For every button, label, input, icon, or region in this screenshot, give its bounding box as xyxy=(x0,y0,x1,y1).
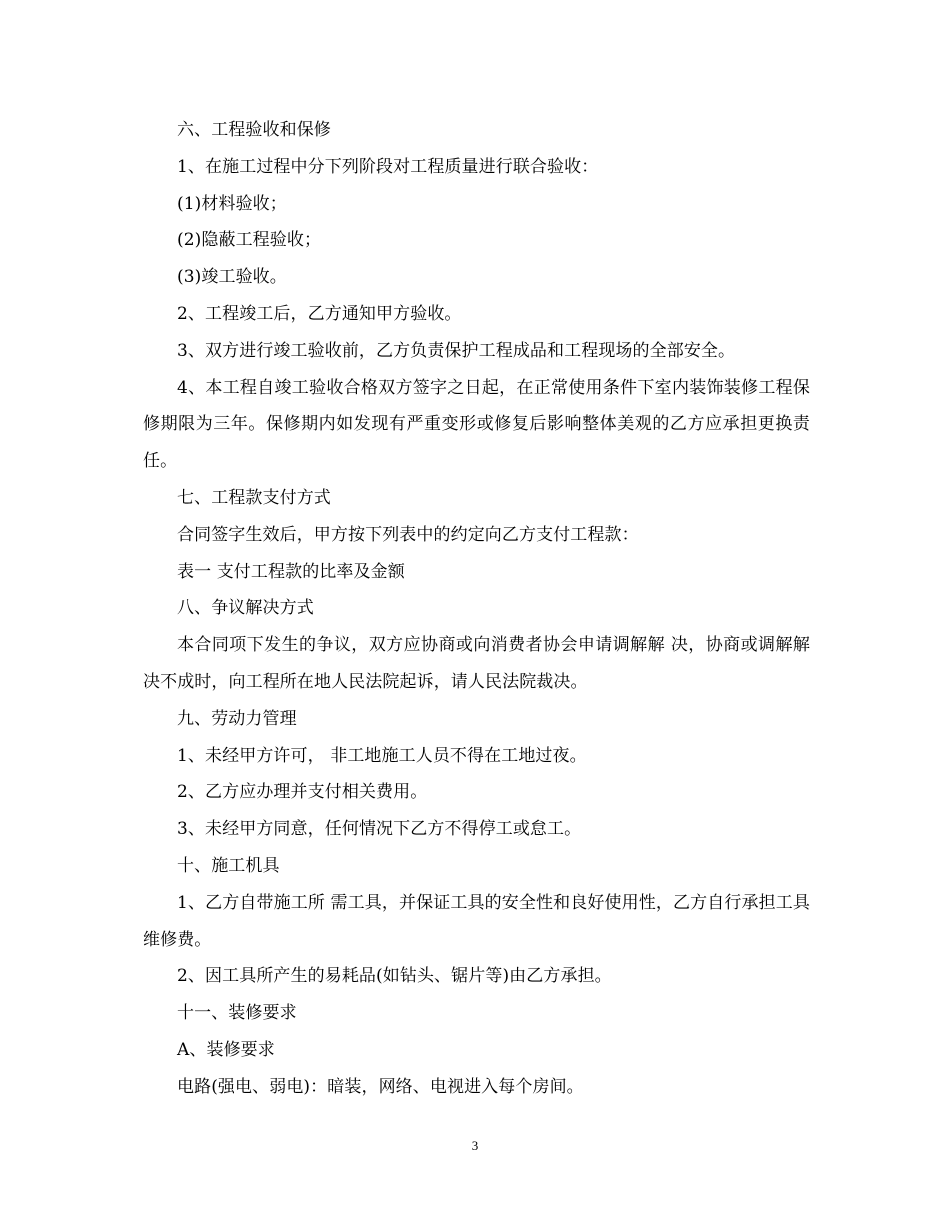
paragraph-no-work-stoppage: 3、未经甲方同意，任何情况下乙方不得停工或怠工。 xyxy=(177,819,582,840)
paragraph-protection-before-acceptance: 3、双方进行竣工验收前，乙方负责保护工程成品和工程现场的全部安全。 xyxy=(177,340,736,361)
section-heading-payment-method: 七、工程款支付方式 xyxy=(177,487,331,508)
paragraph-joint-acceptance: 1、在施工过程中分下列阶段对工程质量进行联合验收： xyxy=(177,156,599,177)
paragraph-related-fees: 2、乙方应办理并支付相关费用。 xyxy=(177,782,428,803)
paragraph-payment-terms: 合同签字生效后，甲方按下列表中的约定向乙方支付工程款： xyxy=(177,524,639,545)
section-heading-labor-management: 九、劳动力管理 xyxy=(177,708,297,729)
paragraph-own-tools: 1、乙方自带施工所 需工具，并保证工具的安全性和良好使用性，乙方自行承担工具维修费。 xyxy=(143,892,810,950)
section-heading-construction-tools: 十、施工机具 xyxy=(177,855,280,876)
table-caption-payment-ratio: 表一 支付工程款的比率及金额 xyxy=(177,561,405,582)
list-item-material-acceptance: (1)材料验收； xyxy=(177,193,287,214)
paragraph-consumables: 2、因工具所产生的易耗品(如钻头、锯片等)由乙方承担。 xyxy=(177,966,612,987)
list-item-completion-acceptance: (3)竣工验收。 xyxy=(177,267,287,288)
document-body xyxy=(143,112,810,1106)
section-heading-dispute-resolution: 八、争议解决方式 xyxy=(177,598,314,619)
paragraph-warranty-period: 4、本工程自竣工验收合格双方签字之日起，在正常使用条件下室内装饰装修工程保修期限为三年。保修期内如发现有严重变形或修复后影响整体美观的乙方应承担更换责任。 xyxy=(143,377,810,472)
page-number: 3 xyxy=(471,1138,479,1153)
paragraph-no-overnight-stay: 1、未经甲方许可， 非工地施工人员不得在工地过夜。 xyxy=(177,745,587,766)
list-item-concealed-work-acceptance: (2)隐蔽工程验收； xyxy=(177,230,322,251)
section-heading-decoration-requirements: 十一、装修要求 xyxy=(177,1003,297,1024)
subsection-heading-decoration-requirements: A、装修要求 xyxy=(177,1039,275,1060)
paragraph-dispute-resolution: 本合同项下发生的争议，双方应协商或向消费者协会申请调解解 决，协商或调解解决不成时，向工程所在地人民法院起诉，请人民法院裁决。 xyxy=(143,635,810,692)
paragraph-electrical-circuits: 电路(强电、弱电)：暗装，网络、电视进入每个房间。 xyxy=(177,1076,584,1097)
paragraph-completion-notice: 2、工程竣工后，乙方通知甲方验收。 xyxy=(177,303,462,324)
section-heading-acceptance-warranty: 六、工程验收和保修 xyxy=(177,120,331,140)
